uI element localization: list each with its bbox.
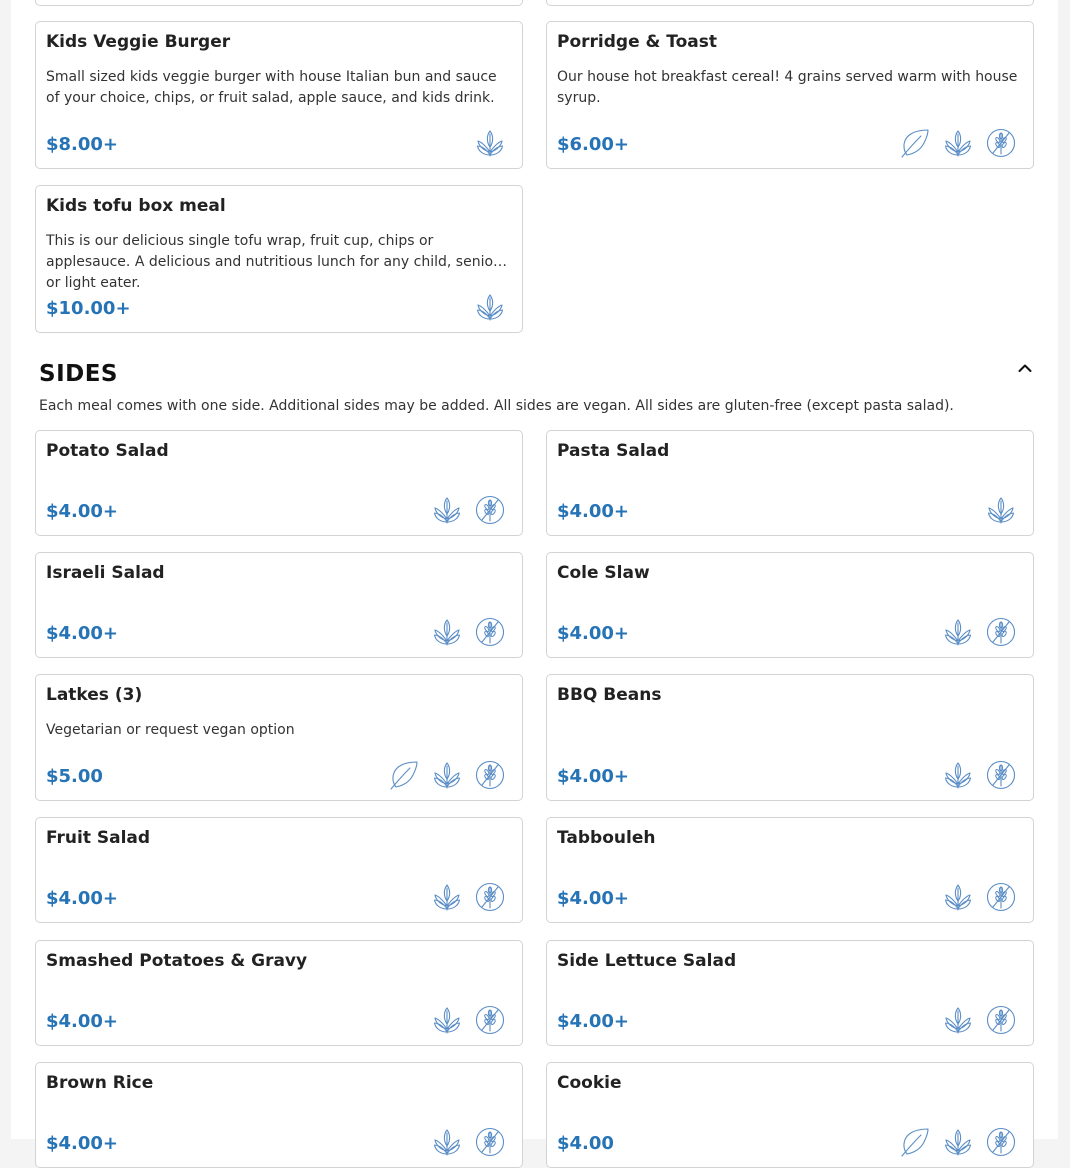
- item-price: $4.00+: [557, 888, 630, 909]
- item-name: Potato Salad: [46, 441, 169, 461]
- vegan-icon: [942, 616, 974, 648]
- vegan-icon: [942, 759, 974, 791]
- vegan-icon: [431, 616, 463, 648]
- vegan-icon: [985, 494, 1017, 526]
- gluten-free-icon: [985, 1004, 1017, 1036]
- menu-item-card[interactable]: [546, 21, 1034, 169]
- item-name: Cookie: [557, 1073, 622, 1093]
- vegan-icon: [431, 1004, 463, 1036]
- item-name: BBQ Beans: [557, 685, 662, 705]
- item-name: Israeli Salad: [46, 563, 165, 583]
- diet-icons: [942, 881, 1017, 913]
- diet-icons: [431, 1126, 506, 1158]
- menu-item-card[interactable]: [546, 552, 1034, 658]
- item-name: Brown Rice: [46, 1073, 154, 1093]
- item-price: $4.00+: [46, 501, 119, 522]
- diet-icons: [942, 1004, 1017, 1036]
- collapse-section-button[interactable]: [1013, 356, 1037, 380]
- item-name: Porridge & Toast: [557, 32, 717, 52]
- menu-item-card[interactable]: [35, 21, 523, 169]
- gluten-free-icon: [474, 881, 506, 913]
- diet-icons: [431, 881, 506, 913]
- vegan-icon: [942, 881, 974, 913]
- section-description: Each meal comes with one side. Additional sides may be added. All sides are vegan. All sides are gluten-free (except pasta salad).: [39, 398, 954, 414]
- item-name: Pasta Salad: [557, 441, 670, 461]
- diet-icons: [985, 494, 1017, 526]
- previous-card-edge: [546, 0, 1034, 6]
- menu-item-card[interactable]: [35, 940, 523, 1046]
- menu-item-card[interactable]: [546, 430, 1034, 536]
- vegan-icon: [474, 127, 506, 159]
- gluten-free-icon: [985, 759, 1017, 791]
- menu-item-card[interactable]: [35, 552, 523, 658]
- item-price: $4.00+: [557, 1011, 630, 1032]
- vegan-icon: [942, 1126, 974, 1158]
- item-price: $8.00+: [46, 134, 119, 155]
- chevron-up-icon: [1018, 363, 1032, 373]
- item-price: $4.00+: [46, 1133, 119, 1154]
- vegetarian-icon: [899, 1126, 931, 1158]
- gluten-free-icon: [474, 494, 506, 526]
- diet-icons: [431, 1004, 506, 1036]
- diet-icons: [388, 759, 506, 791]
- item-price: $10.00+: [46, 298, 131, 319]
- menu-item-card[interactable]: [35, 1062, 523, 1168]
- menu-item-card[interactable]: [546, 674, 1034, 801]
- item-price: $4.00+: [46, 888, 119, 909]
- section-title: SIDES: [39, 361, 118, 387]
- item-name: Smashed Potatoes & Gravy: [46, 951, 308, 971]
- vegan-icon: [431, 759, 463, 791]
- item-price: $6.00+: [557, 134, 630, 155]
- vegetarian-icon: [899, 127, 931, 159]
- diet-icons: [431, 616, 506, 648]
- menu-item-card[interactable]: [35, 430, 523, 536]
- item-description: This is our delicious single tofu wrap, fruit cup, chips or applesauce. A delicious and nutritious lunch for any child, senior or light eater.: [46, 233, 499, 291]
- diet-icons: [474, 291, 506, 323]
- gluten-free-icon: [985, 881, 1017, 913]
- item-price: $4.00+: [557, 501, 630, 522]
- vegetarian-icon: [388, 759, 420, 791]
- menu-item-card[interactable]: [546, 940, 1034, 1046]
- item-price: $4.00+: [557, 766, 630, 787]
- menu-item-card[interactable]: [546, 1062, 1034, 1168]
- diet-icons: [899, 127, 1017, 159]
- item-name: Side Lettuce Salad: [557, 951, 737, 971]
- item-name: Cole Slaw: [557, 563, 650, 583]
- item-description: Vegetarian or request vegan option: [46, 722, 295, 738]
- item-name: Latkes (3): [46, 685, 143, 705]
- gluten-free-icon: [985, 1126, 1017, 1158]
- diet-icons: [899, 1126, 1017, 1158]
- item-price: $5.00: [46, 766, 103, 787]
- vegan-icon: [431, 494, 463, 526]
- item-description: Small sized kids veggie burger with house Italian bun and sauce of your choice, chips, or fruit salad, apple sauce, and kids drink.: [46, 69, 497, 106]
- item-name: Fruit Salad: [46, 828, 151, 848]
- gluten-free-icon: [474, 759, 506, 791]
- gluten-free-icon: [985, 616, 1017, 648]
- gluten-free-icon: [985, 127, 1017, 159]
- item-price: $4.00+: [46, 623, 119, 644]
- item-price: $4.00+: [557, 623, 630, 644]
- previous-card-edge: [35, 0, 523, 6]
- gluten-free-icon: [474, 1004, 506, 1036]
- vegan-icon: [431, 1126, 463, 1158]
- vegan-icon: [474, 291, 506, 323]
- vegan-icon: [942, 127, 974, 159]
- menu-item-card[interactable]: [35, 185, 523, 333]
- diet-icons: [942, 759, 1017, 791]
- vegan-icon: [431, 881, 463, 913]
- gluten-free-icon: [474, 616, 506, 648]
- item-description: Our house hot breakfast cereal! 4 grains served warm with house syrup.: [557, 69, 1018, 106]
- item-price: $4.00+: [46, 1011, 119, 1032]
- menu-item-card[interactable]: [35, 817, 523, 923]
- item-name: Tabbouleh: [557, 828, 656, 848]
- vegan-icon: [942, 1004, 974, 1036]
- menu-item-card[interactable]: [35, 674, 523, 801]
- diet-icons: [474, 127, 506, 159]
- item-name: Kids tofu box meal: [46, 196, 226, 216]
- item-name: Kids Veggie Burger: [46, 32, 231, 52]
- diet-icons: [431, 494, 506, 526]
- menu-page: [11, 0, 1058, 1154]
- item-price: $4.00: [557, 1133, 614, 1154]
- gluten-free-icon: [474, 1126, 506, 1158]
- diet-icons: [942, 616, 1017, 648]
- menu-item-card[interactable]: [546, 817, 1034, 923]
